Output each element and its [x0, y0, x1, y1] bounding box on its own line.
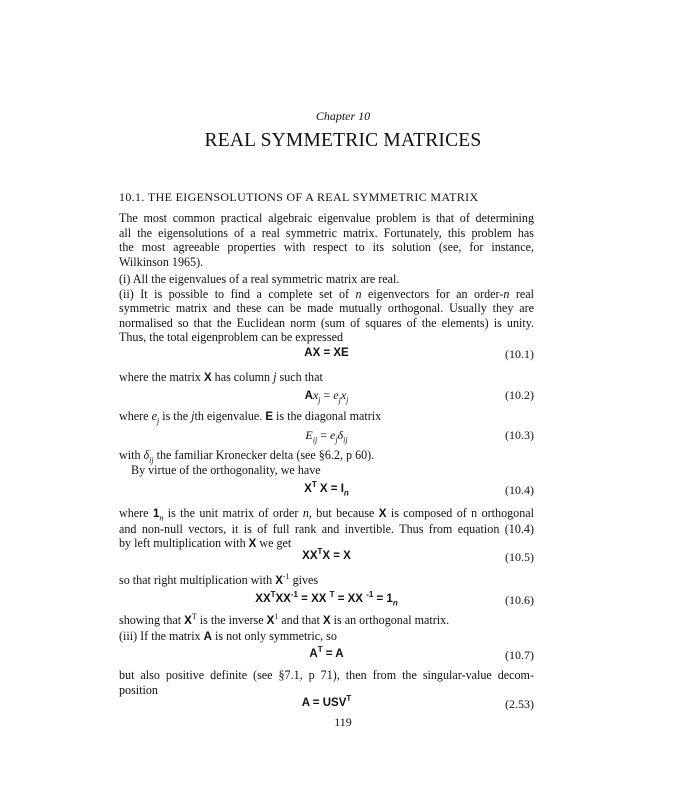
- equation-10-1: [119, 347, 534, 363]
- equation-expression: $E_{ij} = e_j\delta_{ij}$: [305, 428, 348, 445]
- equation-number: (10.3): [505, 428, 534, 442]
- intro-line: The most common practical algebraic eigenvalue problem is that of determining: [119, 211, 534, 225]
- point-ii-line: symmetric matrix and these can be made mutually orthogonal. Usually they are: [119, 301, 534, 316]
- equation-expression: AX = XE: [304, 347, 349, 359]
- point-ii-line: (ii) It is possible to find a complete set of n eigenvectors for an order-n real: [119, 286, 534, 301]
- equation-10-5: [119, 547, 534, 566]
- text-after-10-1: where the matrix X has column j such that: [119, 370, 323, 384]
- equation-number: (10.2): [505, 388, 534, 402]
- chapter-label: Chapter 10: [315, 109, 371, 123]
- intro-line: Wilkinson 1965).: [119, 254, 204, 269]
- point-i: (i) All the eigenvalues of a real symmetric matrix are real.: [119, 272, 400, 286]
- text-after-10-4: where $1_n$ is the unit matrix of order n, but because X is composed of n orthogonal and non-null vectors, it is of full rank and invertible. Thus from equation (10.4) by left multiplication with X we get: [119, 506, 534, 551]
- equation-expression: $XX^TXX^{-1}$ = XX $^T$ = XX $^{-1} = 1_n$: [255, 590, 398, 608]
- point-ii-line: normalised so that the Euclidean norm (sum of squares of the elements) is unity.: [119, 315, 534, 330]
- equation-number: (10.6): [505, 593, 534, 607]
- properties-paragraph: [119, 272, 534, 345]
- equation-expression: $X^T$ $X = I_n$: [304, 480, 349, 498]
- equation-expression: $A = USV^T$: [301, 694, 352, 709]
- equation-10-7: [119, 645, 534, 664]
- intro-line: the most agreeable properties with respect to its solution (see, for instance,: [119, 240, 534, 255]
- equation-number: (2.53): [505, 697, 534, 711]
- equation-expression: $A^T = A$: [309, 645, 344, 660]
- equation-10-3: [119, 428, 534, 444]
- point-ii-line: Thus, the total eigenproblem can be expressed: [119, 330, 343, 345]
- equation-number: (10.1): [505, 347, 534, 361]
- section-heading: 10.1. THE EIGENSOLUTIONS OF A REAL SYMMETRIC MATRIX: [119, 190, 479, 204]
- intro-paragraph: [119, 211, 534, 269]
- chapter-title: REAL SYMMETRIC MATRICES: [204, 130, 482, 151]
- text-after-10-6: showing that $X^T$ is the inverse $X^1$ and that X is an orthogonal matrix. (iii) If the matrix A is not only symmetric, so: [119, 611, 450, 643]
- intro-line: all the eigensolutions of a real symmetric matrix. Fortunately, this problem has: [119, 225, 534, 240]
- equation-10-4: [119, 480, 534, 499]
- equation-number: (10.5): [505, 550, 534, 564]
- equation-number: (10.4): [505, 483, 534, 497]
- equation-expression: $XX^TX = X$: [302, 547, 351, 562]
- equation-number: (10.7): [505, 648, 534, 662]
- text-after-10-7: but also positive definite (see §7.1, p 71), then from the singular-value decom- position: [119, 668, 534, 697]
- text-after-10-2: where $e_j$ is the jth eigenvalue. E is the diagonal matrix: [119, 409, 382, 426]
- equation-10-2: [119, 388, 534, 404]
- text-after-10-3: with $\delta_{ij}$ the familiar Kronecker delta (see §6.2, p 60). By virtue of the orthogonality, we have: [119, 448, 375, 477]
- text-after-10-5: so that right multiplication with $X^{-1}$ gives: [119, 571, 319, 587]
- equation-expression: $Ax_j = e_jx_j$: [304, 388, 349, 405]
- equation-10-6: [119, 590, 534, 609]
- page-number: 119: [334, 715, 352, 729]
- equation-2-53: [119, 694, 534, 713]
